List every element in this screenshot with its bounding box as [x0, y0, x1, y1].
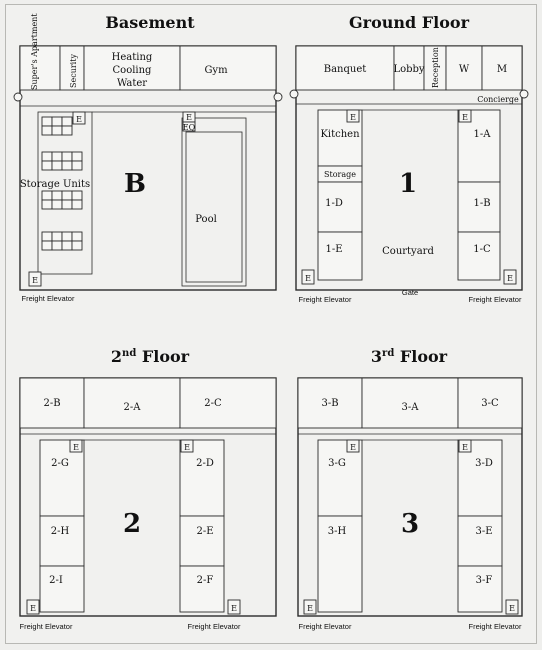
- ground-freight-caption-right: Freight Elevator: [468, 295, 522, 304]
- ground-floor-plan: [290, 13, 528, 304]
- ground-right-elevator-label: E: [462, 113, 468, 122]
- second-floor-title: 2nd Floor: [110, 347, 190, 366]
- third-floor-title: 3rd Floor: [370, 347, 448, 366]
- ground-freight-left-label: E: [305, 274, 311, 283]
- gym-room: [180, 46, 276, 90]
- storage-label: Storage: [324, 170, 356, 179]
- lobby-label: Lobby: [393, 64, 425, 75]
- basement-freight-elevator-label: E: [32, 276, 38, 285]
- pool-label: Pool: [195, 214, 217, 225]
- stair-marker-left: [14, 93, 22, 101]
- ground-freight-right-label: E: [507, 274, 513, 283]
- basement-elevator-top-label: E: [76, 115, 82, 124]
- reception-label: Reception: [431, 47, 440, 88]
- second-floor-plan: [20, 347, 276, 631]
- ground-stair-left: [290, 90, 298, 98]
- w-label: W: [458, 64, 470, 75]
- unit-2a-label: 2-A: [123, 402, 141, 413]
- second-freight-right-label: E: [231, 604, 237, 613]
- third-center-label: 3: [400, 509, 420, 539]
- second-right-elevator-label: E: [184, 443, 190, 452]
- second-center-label: 2: [122, 509, 142, 539]
- unit-3e: [458, 516, 502, 566]
- ground-stair-right: [520, 90, 528, 98]
- third-floor-plan: [298, 347, 522, 631]
- banquet-label: Banquet: [323, 64, 367, 75]
- unit-1d-label: 1-D: [325, 198, 343, 209]
- m-label: M: [496, 64, 508, 75]
- basement-center-label: B: [124, 169, 146, 199]
- unit-2f-label: 2-F: [196, 575, 214, 586]
- second-left-elevator-label: E: [73, 443, 79, 452]
- ground-freight-caption-left: Freight Elevator: [298, 295, 352, 304]
- third-freight-caption-left: Freight Elevator: [298, 622, 352, 631]
- heating-label: Heating: [111, 52, 153, 63]
- unit-2g-label: 2-G: [51, 458, 69, 469]
- third-right-elevator-label: E: [462, 443, 468, 452]
- unit-1a-label: 1-A: [473, 129, 491, 140]
- unit-3b-label: 3-B: [321, 398, 339, 409]
- unit-1c-label: 1-C: [473, 244, 491, 255]
- ground-left-elevator-label: E: [350, 113, 356, 122]
- unit-3a-label: 3-A: [401, 402, 419, 413]
- unit-1c: [458, 232, 500, 280]
- unit-3e-label: 3-E: [475, 526, 493, 537]
- unit-3f: [458, 566, 502, 612]
- gate-label: Gate: [401, 288, 419, 297]
- basement-title: Basement: [105, 13, 195, 32]
- stair-marker-right: [274, 93, 282, 101]
- storage-units-label: Storage Units: [19, 179, 91, 190]
- second-freight-caption-right: Freight Elevator: [187, 622, 241, 631]
- unit-1e-label: 1-E: [325, 244, 343, 255]
- ground-floor-title: Ground Floor: [349, 13, 469, 32]
- kitchen-label: Kitchen: [320, 129, 360, 140]
- pool-elevator-label: E: [186, 113, 192, 122]
- ground-center-label: 1: [398, 169, 418, 199]
- unit-2c-label: 2-C: [204, 398, 222, 409]
- security-label: Security: [69, 54, 78, 88]
- unit-3c-label: 3-C: [481, 398, 499, 409]
- unit-2f: [180, 566, 224, 612]
- unit-3d-label: 3-D: [475, 458, 493, 469]
- concierge-label: Concierge: [477, 95, 519, 104]
- second-freight-caption-left: Freight Elevator: [19, 622, 73, 631]
- unit-2h-label: 2-H: [50, 526, 70, 537]
- unit-3h-label: 3-H: [327, 526, 347, 537]
- unit-1b-label: 1-B: [473, 198, 491, 209]
- second-freight-left-label: E: [30, 604, 36, 613]
- supers-apartment-room: [20, 46, 60, 90]
- unit-2h: [40, 516, 84, 566]
- courtyard-label: Courtyard: [382, 246, 434, 257]
- third-freight-right-label: E: [509, 604, 515, 613]
- unit-3f-label: 3-F: [475, 575, 493, 586]
- unit-2e-label: 2-E: [196, 526, 214, 537]
- cooling-label: Cooling: [112, 65, 152, 76]
- unit-2d-label: 2-D: [196, 458, 214, 469]
- unit-2i: [40, 566, 84, 612]
- third-left-elevator-label: E: [350, 443, 356, 452]
- unit-1e: [318, 232, 362, 280]
- water-label: Water: [116, 78, 148, 89]
- eq-label: EQ: [182, 123, 196, 132]
- third-freight-caption-right: Freight Elevator: [468, 622, 522, 631]
- supers-apartment-label: Super's Apartment: [30, 13, 39, 90]
- unit-2b-label: 2-B: [43, 398, 61, 409]
- unit-3g-label: 3-G: [328, 458, 346, 469]
- unit-2c: [180, 378, 276, 428]
- unit-2i-label: 2-I: [49, 575, 63, 586]
- unit-2e: [180, 516, 224, 566]
- basement-plan: [14, 13, 282, 303]
- third-freight-left-label: E: [307, 604, 313, 613]
- basement-freight-caption: Freight Elevator: [21, 294, 75, 303]
- gym-label: Gym: [204, 65, 228, 76]
